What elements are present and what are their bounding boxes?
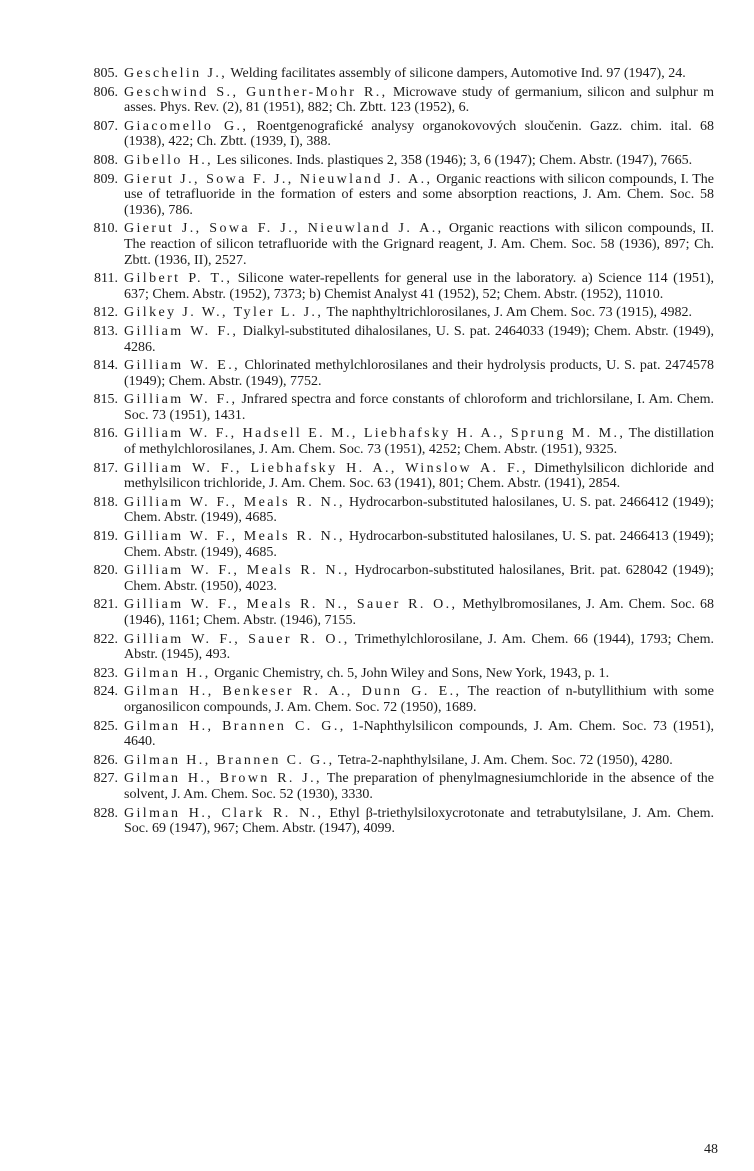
- reference-number: 819.: [93, 529, 118, 545]
- reference-entry: [78, 632, 714, 663]
- reference-entry: [78, 358, 714, 389]
- reference-number: 826.: [93, 752, 118, 768]
- reference-authors: Gilliam W. E.,: [124, 358, 241, 374]
- reference-authors: Gilkey J. W., Tyler L. J.,: [124, 305, 324, 321]
- reference-citation: The naphthyltrichlorosilanes, J. Am Chem. Soc. 73 (1915), 4982.: [323, 305, 692, 321]
- reference-authors: Gilliam W. F., Meals R. N.,: [124, 494, 345, 510]
- reference-citation: Tetra-2-naphthylsilane, J. Am. Chem. Soc. 72 (1950), 4280.: [334, 752, 673, 768]
- reference-citation: Microwave study of germanium, silicon and sulphur m asses. Phys. Rev. (2), 81 (1951), 882; Ch. Zbtt. 123 (1952), 6.: [124, 84, 714, 116]
- reference-authors: Gilman H., Clark R. N.,: [124, 805, 324, 821]
- reference-authors: Gilman H., Brown R. J.,: [124, 771, 322, 787]
- reference-citation: Roentgenografické analysy organokovových sloučenin. Gazz. chim. ital. 68 (1938), 422; Ch. Zbtt. (1939, I), 388.: [124, 118, 714, 150]
- reference-number: 825.: [93, 718, 118, 734]
- reference-entry: [78, 85, 714, 116]
- reference-text: [124, 771, 714, 802]
- reference-number: 810.: [93, 221, 118, 237]
- reference-number: 814.: [93, 358, 118, 374]
- reference-authors: Gilman H., Benkeser R. A., Dunn G. E.,: [124, 684, 462, 700]
- reference-citation: Chlorinated methylchlorosilanes and their hydrolysis products, U. S. pat. 2474578 (1949); Chem. Abstr. (1949), 7752.: [124, 358, 714, 389]
- reference-authors: Gilliam W. F., Sauer R. O.,: [124, 631, 350, 647]
- reference-text: [124, 529, 714, 560]
- reference-citation: Hydrocarbon-substituted halosilanes, U. S. pat. 2466413 (1949); Chem. Abstr. (1949), 4685.: [124, 529, 715, 560]
- reference-entry: [78, 529, 714, 560]
- reference-entry: [78, 806, 714, 837]
- reference-number: 807.: [93, 118, 118, 134]
- reference-citation: Hydrocarbon-substituted halosilanes, Brit. pat. 628042 (1949); Chem. Abstr. (1950), 4023.: [124, 563, 715, 594]
- page-number: 48: [704, 1142, 718, 1157]
- reference-citation: Welding facilitates assembly of silicone dampers, Automotive Ind. 97 (1947), 24.: [227, 66, 686, 81]
- reference-number: 828.: [93, 805, 118, 821]
- reference-text: [124, 392, 714, 423]
- reference-authors: Gilliam W. F., Meals R. N.,: [124, 529, 345, 545]
- reference-citation: Dialkyl-substituted dihalosilanes, U. S. pat. 2464033 (1949); Chem. Abstr. (1949), 4286.: [124, 323, 714, 355]
- reference-authors: Gilliam W. F.,: [124, 392, 238, 408]
- reference-text: [124, 719, 714, 750]
- reference-entry: [78, 666, 714, 682]
- reference-number: 815.: [93, 392, 118, 408]
- reference-text: [124, 806, 714, 837]
- reference-text: [124, 666, 714, 682]
- reference-entry: [78, 324, 714, 355]
- reference-citation: Les silicones. Inds. plastiques 2, 358 (1946); 3, 6 (1947); Chem. Abstr. (1947), 7665.: [213, 152, 693, 168]
- reference-authors: Gilliam W. F.,: [124, 323, 239, 339]
- reference-number: 806.: [93, 84, 118, 100]
- reference-entry: [78, 684, 714, 715]
- reference-text: [124, 563, 714, 594]
- reference-citation: Organic Chemistry, ch. 5, John Wiley and Sons, New York, 1943, p. 1.: [210, 665, 610, 681]
- reference-entry: [78, 119, 714, 150]
- reference-entry: [78, 753, 714, 769]
- reference-entry: [78, 563, 714, 594]
- reference-entry: [78, 461, 714, 492]
- reference-authors: Giacomello G.,: [124, 118, 249, 134]
- reference-citation: The reaction of n-butyllithium with some organosilicon compounds, J. Am. Chem. Soc. 72 (1950), 1689.: [124, 684, 714, 715]
- reference-authors: Gierut J., Sowa F. J., Nieuwland J. A.,: [124, 221, 444, 237]
- reference-entry: [78, 392, 714, 423]
- reference-authors: Geschelin J.,: [124, 66, 228, 81]
- reference-citation: Jnfrared spectra and force constants of chloroform and trichlorsilane, I. Am. Chem. Soc. 73 (1951), 1431.: [124, 392, 715, 423]
- reference-authors: Gilliam W. F., Meals R. N., Sauer R. O.,: [124, 597, 458, 613]
- reference-authors: Gilliam W. F., Meals R. N.,: [124, 563, 350, 579]
- reference-citation: Organic reactions with silicon compounds, II. The reaction of silicon tetrafluoride with the Grignard reagent, J. Am. Chem. Soc. 58 (1936), 897; Ch. Zbtt. (1936, II), 2527.: [124, 221, 714, 268]
- reference-text: [124, 172, 714, 219]
- reference-entry: [78, 221, 714, 268]
- reference-number: 813.: [93, 323, 118, 339]
- reference-authors: Geschwind S., Gunther-Mohr R.,: [124, 84, 388, 100]
- reference-entry: [78, 172, 714, 219]
- reference-citation: Silicone water-repellents for general use in the laboratory. a) Science 114 (1951), 637; Chem. Abstr. (1952), 7373; b) Chemist Analyst 41 (1952), 52; Chem. Abstr. (1952), 11010.: [124, 271, 714, 302]
- reference-authors: Gilbert P. T.,: [124, 271, 233, 287]
- reference-number: 805.: [93, 66, 118, 81]
- reference-text: [124, 85, 714, 116]
- reference-number: 818.: [93, 494, 118, 510]
- reference-number: 812.: [93, 305, 118, 321]
- reference-citation: Organic reactions with silicon compounds, I. The use of tetrafluoride in the formation of esters and some absorption reactions, J. Am. Chem. Soc. 58 (1936), 786.: [124, 171, 714, 218]
- reference-citation: The distillation of methylchlorosilanes, J. Am. Chem. Soc. 73 (1951), 4252; Chem. Abstr. (1951), 9325.: [124, 426, 714, 458]
- reference-number: 827.: [93, 771, 118, 787]
- reference-number: 823.: [93, 665, 118, 681]
- reference-authors: Gilman H.,: [124, 665, 211, 681]
- reference-text: [124, 358, 714, 389]
- reference-number: 811.: [94, 271, 118, 287]
- reference-entry: [78, 719, 714, 750]
- reference-citation: The preparation of phenylmagnesiumchloride in the absence of the solvent, J. Am. Chem. Soc. 52 (1930), 3330.: [124, 771, 715, 802]
- reference-text: [124, 597, 714, 628]
- reference-entry: [78, 153, 714, 169]
- reference-text: [124, 153, 714, 169]
- reference-number: 824.: [93, 684, 118, 700]
- bibliography-list: [78, 66, 714, 840]
- reference-text: [124, 221, 714, 268]
- reference-text: [124, 305, 714, 321]
- reference-text: [124, 461, 714, 492]
- reference-entry: [78, 271, 714, 302]
- reference-number: 821.: [93, 597, 118, 613]
- reference-text: [124, 632, 714, 663]
- reference-text: [124, 495, 714, 526]
- reference-number: 822.: [93, 631, 118, 647]
- reference-text: [124, 119, 714, 150]
- reference-text: [124, 753, 714, 769]
- reference-authors: Gibello H.,: [124, 152, 214, 168]
- reference-entry: [78, 66, 714, 82]
- reference-entry: [78, 597, 714, 628]
- reference-number: 817.: [93, 460, 118, 476]
- reference-text: [124, 324, 714, 355]
- reference-citation: Hydrocarbon-substituted halosilanes, U. S. pat. 2466412 (1949); Chem. Abstr. (1949), 4685.: [124, 494, 715, 526]
- reference-citation: Dimethylsilicon dichloride and methylsilicon trichloride, J. Am. Chem. Soc. 63 (1941), 801; Chem. Abstr. (1941), 2854.: [124, 460, 715, 492]
- reference-text: [124, 684, 714, 715]
- reference-authors: Gilman H., Brannen C. G.,: [124, 752, 335, 768]
- reference-citation: Trimethylchlorosilane, J. Am. Chem. 66 (1944), 1793; Chem. Abstr. (1945), 493.: [124, 631, 714, 663]
- reference-number: 820.: [93, 563, 118, 579]
- reference-authors: Gierut J., Sowa F. J., Nieuwland J. A.,: [124, 171, 433, 187]
- reference-text: [124, 271, 714, 302]
- reference-citation: Methylbromosilanes, J. Am. Chem. Soc. 68 (1946), 1161; Chem. Abstr. (1946), 7155.: [124, 597, 714, 628]
- reference-number: 808.: [93, 152, 118, 168]
- reference-number: 816.: [93, 426, 118, 442]
- reference-text: [124, 66, 714, 82]
- reference-authors: Gilliam W. F., Liebhafsky H. A., Winslow A. F.,: [124, 460, 528, 476]
- reference-text: [124, 426, 714, 457]
- reference-authors: Gilliam W. F., Hadsell E. M., Liebhafsky H. A., Sprung M. M.,: [124, 426, 626, 442]
- reference-entry: [78, 426, 714, 457]
- reference-citation: 1-Naphthylsilicon compounds, J. Am. Chem. Soc. 73 (1951), 4640.: [124, 718, 714, 750]
- reference-number: 809.: [93, 171, 118, 187]
- reference-entry: [78, 305, 714, 321]
- reference-authors: Gilman H., Brannen C. G.,: [124, 718, 346, 734]
- reference-citation: Ethyl β-triethylsiloxycrotonate and tetrabutylsilane, J. Am. Chem. Soc. 69 (1947), 967; Chem. Abstr. (1947), 4099.: [124, 805, 714, 837]
- reference-entry: [78, 771, 714, 802]
- reference-entry: [78, 495, 714, 526]
